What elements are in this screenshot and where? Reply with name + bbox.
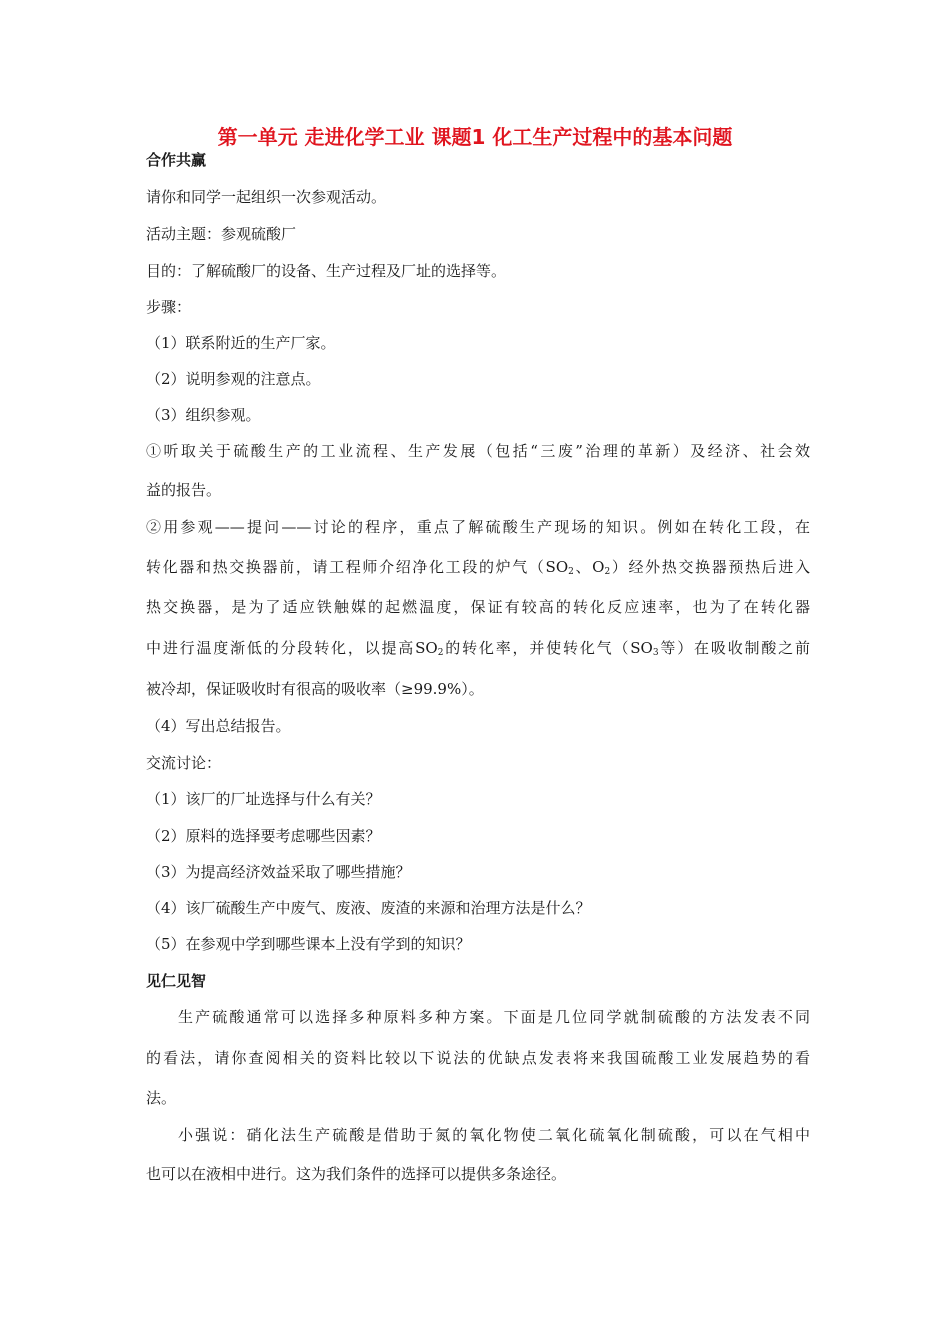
item-2-line-3: 热交换器，是为了适应铁触媒的起燃温度，保证有较高的转化反应速率，也为了在转化器 — [146, 598, 810, 616]
subscript: 2 — [604, 567, 611, 577]
activity-theme: 活动主题：参观硫酸厂 — [146, 225, 297, 243]
subscript: 2 — [568, 567, 574, 577]
question-5: （5）在参观中学到哪些课本上没有学到的知识？ — [146, 935, 471, 953]
item-2-line-1: ②用参观——提问——讨论的程序，重点了解硫酸生产现场的知识。例如在转化工段，在 — [146, 518, 810, 536]
question-1: （1）该厂的厂址选择与什么有关？ — [146, 790, 381, 808]
item-2-line-2 — [146, 557, 810, 577]
section-heading-opinions: 见仁见智 — [146, 972, 207, 990]
step-3: （3）组织参观。 — [146, 406, 261, 424]
subscript: 2 — [437, 648, 444, 658]
paragraph-1-line-3: 法。 — [146, 1089, 177, 1107]
text-span: 、O — [573, 558, 605, 576]
text-span: 等）在吸收制酸之前 — [658, 639, 810, 657]
paragraph-1-line-1: 生产硫酸通常可以选择多种原料多种方案。下面是几位同学就制硫酸的方法发表不同 — [178, 1008, 810, 1026]
text-span: 转化器和热交换器前，请工程师介绍净化工段的炉气（SO — [146, 558, 569, 576]
paragraph-2-line-1: 小强说：硝化法生产硫酸是借助于氮的氧化物使二氧化硫氧化制硫酸，可以在气相中 — [178, 1126, 810, 1144]
text-span: 中进行温度渐低的分段转化，以提高SO — [146, 639, 438, 657]
item-2-line-4 — [146, 638, 810, 658]
item-2-line-5: 被冷却，保证吸收时有很高的吸收率（≥99.9%）。 — [146, 680, 484, 698]
step-4: （4）写出总结报告。 — [146, 717, 291, 735]
page-title: 第一单元 走进化学工业 课题1 化工生产过程中的基本问题 — [217, 125, 733, 149]
activity-purpose: 目的：了解硫酸厂的设备、生产过程及厂址的选择等。 — [146, 262, 507, 280]
text-span: 的转化率，并使转化气（SO — [443, 639, 653, 657]
step-2: （2）说明参观的注意点。 — [146, 370, 321, 388]
item-1-line-2: 益的报告。 — [146, 481, 222, 499]
text-span: ）经外热交换器预热后进入 — [610, 558, 810, 576]
discussion-label: 交流讨论： — [146, 754, 222, 772]
subscript: 3 — [652, 648, 659, 658]
section-heading-cooperation: 合作共赢 — [146, 151, 207, 169]
paragraph-2-line-2: 也可以在液相中进行。这为我们条件的选择可以提供多条途径。 — [146, 1165, 567, 1183]
steps-label: 步骤： — [146, 298, 192, 316]
question-2: （2）原料的选择要考虑哪些因素？ — [146, 827, 381, 845]
question-4: （4）该厂硫酸生产中废气、废液、废渣的来源和治理方法是什么？ — [146, 899, 591, 917]
question-3: （3）为提高经济效益采取了哪些措施？ — [146, 863, 411, 881]
intro-text: 请你和同学一起组织一次参观活动。 — [146, 188, 387, 206]
step-1: （1）联系附近的生产厂家。 — [146, 334, 336, 352]
item-1-line-1: ①听取关于硫酸生产的工业流程、生产发展（包括“三废”治理的革新）及经济、社会效 — [146, 442, 810, 460]
paragraph-1-line-2: 的看法，请你查阅相关的资料比较以下说法的优缺点发表将来我国硫酸工业发展趋势的看 — [146, 1049, 810, 1067]
